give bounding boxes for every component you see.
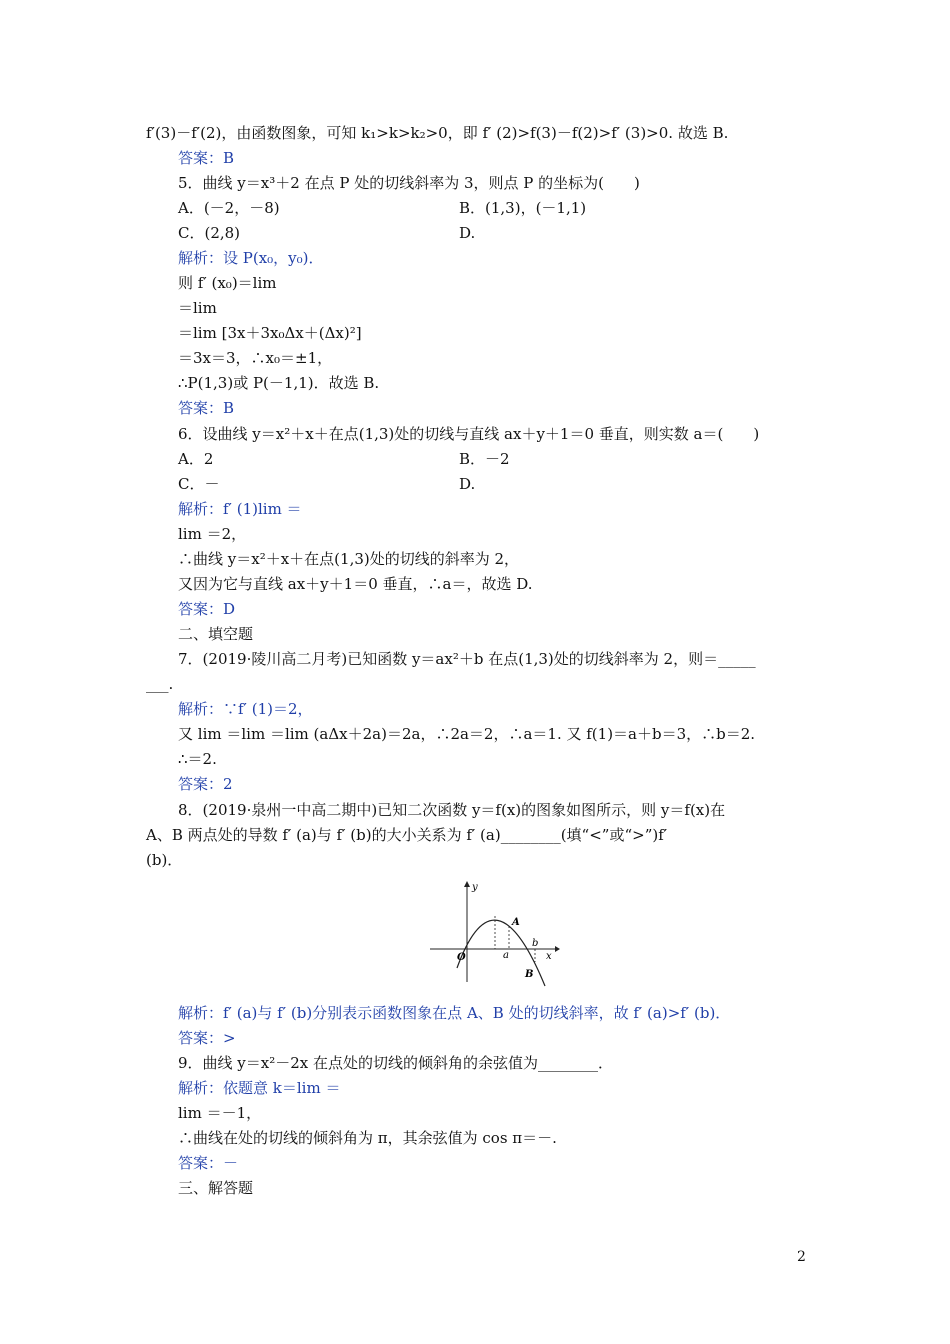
a-tick-label: a xyxy=(503,950,509,961)
option-b: B．(1,3)，(－1,1) xyxy=(459,199,587,217)
text-line: A、B 两点处的导数 f′ (a)与 f′ (b)的大小关系为 f′ (a)________(填“<”或“>”)f′ xyxy=(146,826,668,844)
analysis-line: 解析：依题意 k＝lim ＝ xyxy=(178,1079,341,1097)
y-axis-label: y xyxy=(472,882,478,893)
analysis-line: 解析：∵f′ (1)＝2， xyxy=(178,700,313,718)
section-heading: 三、解答题 xyxy=(178,1179,254,1197)
text-line: lim ＝－1， xyxy=(178,1104,262,1122)
text-line: 又因为它与直线 ax＋y＋1＝0 垂直，∴a＝，故选 D. xyxy=(178,575,533,593)
point-a-label: A xyxy=(512,917,520,928)
option-d: D. xyxy=(459,224,476,242)
text-line: ∴曲线在处的切线的倾斜角为 π，其余弦值为 cos π＝－. xyxy=(178,1129,557,1147)
text-line: (b)． xyxy=(146,851,183,869)
parabola-figure xyxy=(425,878,560,988)
analysis-line: 解析：设 P(x₀，y₀)． xyxy=(178,249,324,267)
text-line: 则 f′ (x₀)＝lim xyxy=(178,274,277,292)
b-tick-label: b xyxy=(532,938,539,949)
question-8: 8．(2019·泉州一中高二期中)已知二次函数 y＝f(x)的图象如图所示，则 y＝f(x)在 xyxy=(178,801,726,819)
question-7: 7．(2019·陵川高二月考)已知函数 y＝ax²＋b 在点(1,3)处的切线斜率为 2，则＝_____ xyxy=(178,650,756,668)
option-d: D. xyxy=(459,475,476,493)
text-line: ∴P(1,3)或 P(－1,1)．故选 B. xyxy=(178,374,380,392)
answer-line: 答案：－ xyxy=(178,1154,239,1172)
question-6: 6．设曲线 y＝x²＋x＋在点(1,3)处的切线与直线 ax＋y＋1＝0 垂直，则实数 a＝( ) xyxy=(178,425,760,443)
question-5: 5．曲线 y＝x³＋2 在点 P 处的切线斜率为 3，则点 P 的坐标为( ) xyxy=(178,174,640,192)
origin-label: O xyxy=(457,952,466,963)
answer-line: 答案：2 xyxy=(178,775,233,793)
option-b: B．－2 xyxy=(459,450,510,468)
option-c: C．－ xyxy=(178,475,220,493)
text-line: ＝3x＝3，∴x₀＝±1， xyxy=(178,349,333,367)
answer-line: 答案：D xyxy=(178,600,236,618)
answer-line: 答案：B xyxy=(178,149,235,167)
point-b-label: B xyxy=(525,969,534,980)
analysis-line: 解析：f′ (a)与 f′ (b)分别表示函数图象在点 A、B 处的切线斜率，故 f′ (a)>f′ (b)． xyxy=(178,1004,731,1022)
option-a: A．2 xyxy=(178,450,214,468)
text-line: ___. xyxy=(146,675,174,693)
text-line: ∴曲线 y＝x²＋x＋在点(1,3)处的切线的斜率为 2， xyxy=(178,550,520,568)
text-line: ∴＝2. xyxy=(178,750,217,768)
answer-line: 答案：> xyxy=(178,1029,236,1047)
x-axis-label: x xyxy=(546,951,552,962)
text-line: ＝lim xyxy=(178,299,217,317)
question-9: 9．曲线 y＝x²－2x 在点处的切线的倾斜角的余弦值为________． xyxy=(178,1054,614,1072)
text-line: ＝lim [3x＋3x₀Δx＋(Δx)²] xyxy=(178,324,362,342)
section-heading: 二、填空题 xyxy=(178,625,254,643)
answer-line: 答案：B xyxy=(178,399,235,417)
text-line: 又 lim ＝lim ＝lim (aΔx＋2a)＝2a，∴2a＝2，∴a＝1. 又 f(1)＝a＋b＝3，∴b＝2. xyxy=(178,725,756,743)
option-c: C．(2,8) xyxy=(178,224,241,242)
analysis-line: 解析：f′ (1)lim ＝ xyxy=(178,500,302,518)
text-line: lim ＝2， xyxy=(178,525,247,543)
option-a: A．(－2，－8) xyxy=(178,199,280,217)
page-number: 2 xyxy=(797,1249,806,1265)
text-line: f′(3)－f′(2)，由函数图象，可知 k₁>k>k₂>0，即 f′ (2)>f(3)－f(2)>f′ (3)>0. 故选 B. xyxy=(146,124,729,142)
